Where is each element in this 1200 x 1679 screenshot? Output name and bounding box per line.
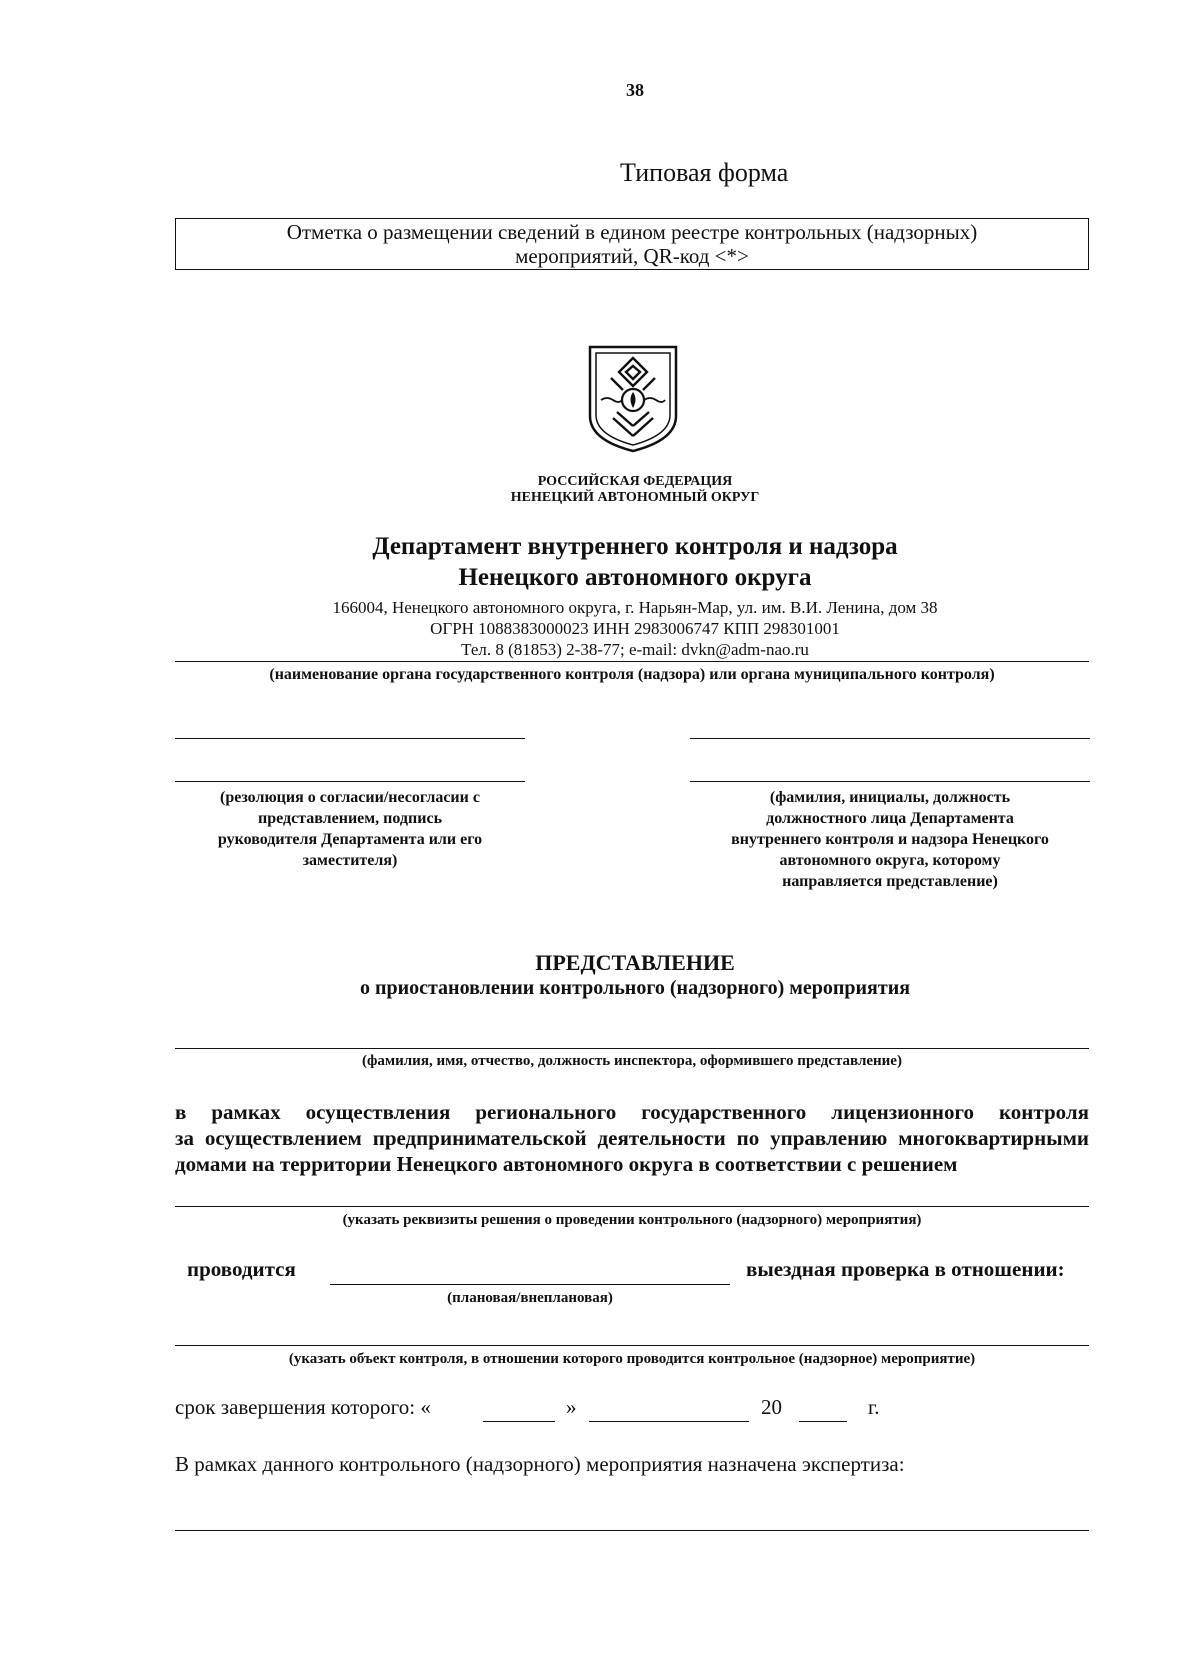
deadline-century: 20	[761, 1395, 782, 1419]
resolution-line-1	[175, 738, 525, 739]
expertise-line	[175, 1530, 1089, 1531]
body-paragraph	[175, 1099, 1089, 1177]
resolution-caption-line: представлением, подпись	[257, 810, 443, 827]
resolution-caption-line: (резолюция о согласии/несогласии с	[220, 789, 480, 806]
official-caption	[690, 787, 1090, 892]
body-line: домами на территории Ненецкого автономного округа в соответствии с решением	[175, 1152, 958, 1176]
official-caption-line: (фамилия, инициалы, должность	[769, 789, 1011, 806]
deadline-year-line	[799, 1421, 847, 1422]
inspection-type-caption: (плановая/внеплановая)	[447, 1290, 613, 1306]
deadline-month-line	[589, 1421, 749, 1422]
resolution-line-2	[175, 781, 525, 782]
department-registration: ОГРН 1088383000023 ИНН 2983006747 КПП 298301001	[430, 619, 840, 638]
body-line: за осуществлением предпринимательской деятельности по управлению многоквартирными	[175, 1126, 1089, 1150]
deadline-year-suffix: г.	[868, 1395, 880, 1419]
conducted-label: проводится	[187, 1257, 296, 1281]
deadline-day-line	[483, 1421, 555, 1422]
official-line-2	[690, 781, 1090, 782]
official-line-1	[690, 738, 1090, 739]
official-caption-line: автономного округа, которому	[779, 852, 1001, 869]
region-name: НЕНЕЦКИЙ АВТОНОМНЫЙ ОКРУГ	[510, 490, 760, 505]
resolution-caption-line: заместителя)	[302, 852, 398, 869]
deadline-label: срок завершения которого: «	[175, 1395, 431, 1419]
official-caption-line: внутреннего контроля и надзора Ненецкого	[731, 831, 1049, 848]
control-object-caption: (указать объект контроля, в отношении которого проводится контрольное (надзорное) мероприятие)	[288, 1351, 976, 1367]
control-object-line	[175, 1345, 1089, 1346]
resolution-caption	[175, 787, 525, 871]
body-line: в рамках осуществления регионального государственного лицензионного контроля	[175, 1100, 1089, 1124]
expertise-label: В рамках данного контрольного (надзорного) мероприятия назначена экспертиза:	[175, 1452, 905, 1476]
registry-box-line1: Отметка о размещении сведений в едином реестре контрольных (надзорных)	[286, 220, 978, 244]
coat-of-arms-icon	[587, 344, 679, 454]
official-caption-line: должностного лица Департамента	[766, 810, 1014, 827]
decision-caption: (указать реквизиты решения о проведении контрольного (надзорного) мероприятия)	[342, 1212, 922, 1228]
inspection-type-line	[330, 1284, 730, 1285]
decision-line	[175, 1206, 1089, 1207]
official-caption-line: направляется представление)	[782, 873, 998, 890]
country-name: РОССИЙСКАЯ ФЕДЕРАЦИЯ	[537, 474, 733, 489]
document-title: ПРЕДСТАВЛЕНИЕ	[535, 950, 735, 975]
deadline-quote-close: »	[566, 1395, 577, 1419]
department-address: 166004, Ненецкого автономного округа, г. Нарьян-Мар, ул. им. В.И. Ленина, дом 38	[332, 598, 938, 617]
org-name-line	[175, 661, 1089, 662]
department-name-line1: Департамент внутреннего контроля и надзора	[372, 533, 898, 560]
inspector-line	[175, 1048, 1089, 1049]
department-name-line2: Ненецкого автономного округа	[458, 564, 812, 591]
form-label: Типовая форма	[620, 158, 789, 187]
document-subtitle: о приостановлении контрольного (надзорного) мероприятия	[359, 977, 911, 999]
inspector-caption: (фамилия, имя, отчество, должность инспектора, оформившего представление)	[362, 1053, 902, 1069]
page-number: 38	[626, 80, 644, 100]
registry-box-line2: мероприятий, QR-код <*>	[515, 244, 749, 268]
inspection-label: выездная проверка в отношении:	[746, 1257, 1065, 1281]
resolution-caption-line: руководителя Департамента или его	[217, 831, 483, 848]
registry-box	[175, 218, 1089, 270]
org-name-caption: (наименование органа государственного контроля (надзора) или органа муниципального контроля)	[269, 666, 995, 683]
department-contacts: Тел. 8 (81853) 2-38-77; e-mail: dvkn@adm-nao.ru	[461, 640, 809, 659]
